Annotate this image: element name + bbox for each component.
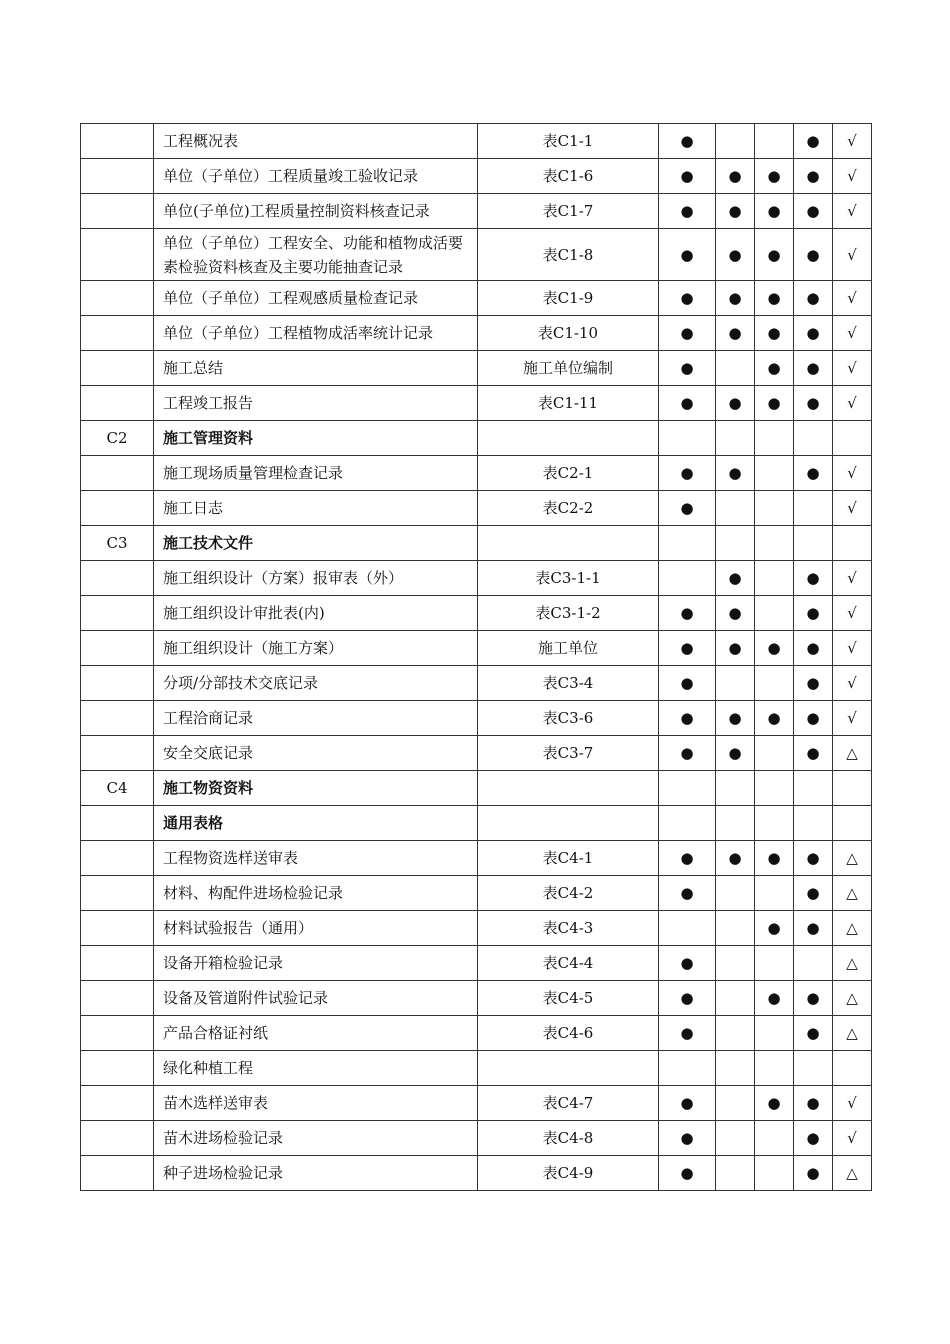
mark-cell xyxy=(716,351,755,386)
mark-cell: ● xyxy=(794,561,833,596)
section-code-cell: C2 xyxy=(81,421,154,456)
requirement-mark-cell: △ xyxy=(833,876,872,911)
mark-cell: ● xyxy=(659,281,716,316)
mark-cell xyxy=(794,421,833,456)
section-code-cell xyxy=(81,281,154,316)
record-name-cell: 种子进场检验记录 xyxy=(154,1156,478,1191)
table-row xyxy=(81,1051,872,1086)
requirement-mark-cell: √ xyxy=(833,316,872,351)
section-code-cell xyxy=(81,561,154,596)
record-name-cell: 材料、构配件进场检验记录 xyxy=(154,876,478,911)
form-number-cell: 表C4-4 xyxy=(478,946,659,981)
mark-cell xyxy=(755,666,794,701)
table-row xyxy=(81,316,872,351)
table-row xyxy=(81,876,872,911)
record-name-cell: 施工技术文件 xyxy=(154,526,478,561)
section-code-cell xyxy=(81,946,154,981)
section-code-cell xyxy=(81,631,154,666)
mark-cell xyxy=(794,946,833,981)
section-code-cell xyxy=(81,806,154,841)
mark-cell xyxy=(755,491,794,526)
table-row xyxy=(81,981,872,1016)
mark-cell: ● xyxy=(794,159,833,194)
mark-cell: ● xyxy=(794,456,833,491)
form-number-cell xyxy=(478,526,659,561)
mark-cell: ● xyxy=(794,911,833,946)
requirement-mark-cell: △ xyxy=(833,946,872,981)
mark-cell xyxy=(716,1051,755,1086)
form-number-cell: 表C2-2 xyxy=(478,491,659,526)
mark-cell xyxy=(755,561,794,596)
record-name-cell: 苗木进场检验记录 xyxy=(154,1121,478,1156)
mark-cell xyxy=(794,806,833,841)
mark-cell: ● xyxy=(716,194,755,229)
mark-cell xyxy=(716,876,755,911)
form-number-cell: 表C2-1 xyxy=(478,456,659,491)
mark-cell xyxy=(716,526,755,561)
table-row xyxy=(81,911,872,946)
table-row xyxy=(81,1156,872,1191)
mark-cell xyxy=(794,771,833,806)
section-code-cell xyxy=(81,159,154,194)
mark-cell: ● xyxy=(716,701,755,736)
mark-cell xyxy=(755,1051,794,1086)
requirement-mark-cell: △ xyxy=(833,981,872,1016)
record-name-cell: 施工日志 xyxy=(154,491,478,526)
record-name-cell: 工程概况表 xyxy=(154,124,478,159)
mark-cell xyxy=(716,911,755,946)
mark-cell xyxy=(659,526,716,561)
record-name-cell: 工程物资选样送审表 xyxy=(154,841,478,876)
mark-cell: ● xyxy=(755,159,794,194)
mark-cell xyxy=(716,1156,755,1191)
mark-cell: ● xyxy=(755,229,794,281)
mark-cell xyxy=(755,1016,794,1051)
mark-cell: ● xyxy=(716,456,755,491)
mark-cell: ● xyxy=(659,596,716,631)
mark-cell: ● xyxy=(755,386,794,421)
section-code-cell xyxy=(81,1086,154,1121)
mark-cell xyxy=(716,771,755,806)
mark-cell xyxy=(716,666,755,701)
section-code-cell xyxy=(81,736,154,771)
mark-cell xyxy=(659,421,716,456)
mark-cell: ● xyxy=(755,194,794,229)
section-code-cell xyxy=(81,351,154,386)
record-name-cell: 产品合格证衬纸 xyxy=(154,1016,478,1051)
requirement-mark-cell: √ xyxy=(833,701,872,736)
form-number-cell: 表C4-7 xyxy=(478,1086,659,1121)
record-name-cell: 工程洽商记录 xyxy=(154,701,478,736)
mark-cell: ● xyxy=(716,386,755,421)
mark-cell: ● xyxy=(659,876,716,911)
requirement-mark-cell xyxy=(833,526,872,561)
mark-cell: ● xyxy=(794,841,833,876)
table-row xyxy=(81,124,872,159)
mark-cell: ● xyxy=(716,561,755,596)
mark-cell xyxy=(716,946,755,981)
table-row xyxy=(81,386,872,421)
table-row xyxy=(81,194,872,229)
mark-cell: ● xyxy=(659,666,716,701)
table-row xyxy=(81,1086,872,1121)
section-code-cell xyxy=(81,316,154,351)
section-code-cell xyxy=(81,491,154,526)
mark-cell: ● xyxy=(794,1121,833,1156)
section-code-cell: C3 xyxy=(81,526,154,561)
requirement-mark-cell: △ xyxy=(833,736,872,771)
table-row xyxy=(81,1121,872,1156)
requirement-mark-cell: √ xyxy=(833,1121,872,1156)
form-number-cell: 表C1-9 xyxy=(478,281,659,316)
mark-cell: ● xyxy=(755,281,794,316)
requirement-mark-cell xyxy=(833,421,872,456)
mark-cell: ● xyxy=(659,631,716,666)
mark-cell xyxy=(659,911,716,946)
mark-cell: ● xyxy=(716,841,755,876)
mark-cell xyxy=(794,1051,833,1086)
table-row xyxy=(81,491,872,526)
mark-cell: ● xyxy=(794,229,833,281)
section-code-cell xyxy=(81,1156,154,1191)
mark-cell: ● xyxy=(794,666,833,701)
record-name-cell: 材料试验报告（通用） xyxy=(154,911,478,946)
section-code-cell xyxy=(81,386,154,421)
mark-cell: ● xyxy=(659,386,716,421)
record-name-cell: 单位（子单位）工程安全、功能和植物成活要素检验资料核查及主要功能抽查记录 xyxy=(154,229,478,281)
mark-cell: ● xyxy=(794,596,833,631)
form-number-cell: 表C4-6 xyxy=(478,1016,659,1051)
mark-cell: ● xyxy=(659,701,716,736)
form-number-cell: 表C1-6 xyxy=(478,159,659,194)
mark-cell: ● xyxy=(794,736,833,771)
table-row xyxy=(81,701,872,736)
mark-cell: ● xyxy=(794,316,833,351)
section-code-cell xyxy=(81,1121,154,1156)
section-code-cell xyxy=(81,911,154,946)
mark-cell: ● xyxy=(659,124,716,159)
mark-cell xyxy=(755,421,794,456)
mark-cell xyxy=(716,421,755,456)
mark-cell: ● xyxy=(755,911,794,946)
mark-cell: ● xyxy=(716,159,755,194)
mark-cell xyxy=(716,1086,755,1121)
mark-cell xyxy=(659,771,716,806)
requirement-mark-cell: √ xyxy=(833,456,872,491)
section-code-cell xyxy=(81,596,154,631)
mark-cell xyxy=(659,806,716,841)
section-code-cell xyxy=(81,456,154,491)
form-number-cell xyxy=(478,421,659,456)
section-code-cell xyxy=(81,701,154,736)
table-row xyxy=(81,631,872,666)
table-row xyxy=(81,229,872,281)
mark-cell xyxy=(716,806,755,841)
table-row xyxy=(81,841,872,876)
table-row xyxy=(81,666,872,701)
mark-cell: ● xyxy=(755,981,794,1016)
mark-cell: ● xyxy=(659,1121,716,1156)
mark-cell: ● xyxy=(794,386,833,421)
requirement-mark-cell: √ xyxy=(833,159,872,194)
mark-cell xyxy=(755,124,794,159)
requirement-mark-cell: √ xyxy=(833,491,872,526)
mark-cell: ● xyxy=(659,841,716,876)
mark-cell: ● xyxy=(659,1016,716,1051)
form-number-cell xyxy=(478,1051,659,1086)
table-row xyxy=(81,1016,872,1051)
form-number-cell: 表C4-2 xyxy=(478,876,659,911)
form-number-cell: 表C4-5 xyxy=(478,981,659,1016)
mark-cell xyxy=(755,526,794,561)
section-code-cell: C4 xyxy=(81,771,154,806)
mark-cell: ● xyxy=(794,1156,833,1191)
table-body xyxy=(81,124,872,1191)
record-name-cell: 分项/分部技术交底记录 xyxy=(154,666,478,701)
table-row xyxy=(81,736,872,771)
record-name-cell: 苗木选样送审表 xyxy=(154,1086,478,1121)
requirement-mark-cell xyxy=(833,806,872,841)
requirement-mark-cell: √ xyxy=(833,351,872,386)
mark-cell: ● xyxy=(716,316,755,351)
table-row xyxy=(81,596,872,631)
mark-cell: ● xyxy=(659,1156,716,1191)
form-number-cell: 表C4-1 xyxy=(478,841,659,876)
mark-cell xyxy=(755,876,794,911)
mark-cell: ● xyxy=(659,736,716,771)
mark-cell: ● xyxy=(794,631,833,666)
record-name-cell: 绿化种植工程 xyxy=(154,1051,478,1086)
table-row xyxy=(81,946,872,981)
record-name-cell: 单位（子单位）工程观感质量检查记录 xyxy=(154,281,478,316)
section-code-cell xyxy=(81,229,154,281)
mark-cell: ● xyxy=(659,159,716,194)
form-number-cell: 施工单位编制 xyxy=(478,351,659,386)
record-name-cell: 通用表格 xyxy=(154,806,478,841)
form-number-cell: 表C3-4 xyxy=(478,666,659,701)
document-table xyxy=(80,123,872,1191)
mark-cell: ● xyxy=(659,194,716,229)
table-row xyxy=(81,771,872,806)
requirement-mark-cell: √ xyxy=(833,1086,872,1121)
form-number-cell: 表C1-8 xyxy=(478,229,659,281)
requirement-mark-cell: √ xyxy=(833,561,872,596)
section-code-cell xyxy=(81,841,154,876)
mark-cell: ● xyxy=(659,316,716,351)
mark-cell xyxy=(794,526,833,561)
form-number-cell: 表C1-11 xyxy=(478,386,659,421)
form-number-cell: 表C4-3 xyxy=(478,911,659,946)
record-name-cell: 单位（子单位）工程植物成活率统计记录 xyxy=(154,316,478,351)
section-code-cell xyxy=(81,876,154,911)
form-number-cell: 施工单位 xyxy=(478,631,659,666)
mark-cell xyxy=(716,491,755,526)
form-number-cell: 表C3-6 xyxy=(478,701,659,736)
mark-cell: ● xyxy=(659,981,716,1016)
mark-cell: ● xyxy=(659,229,716,281)
mark-cell: ● xyxy=(794,876,833,911)
mark-cell xyxy=(716,124,755,159)
section-code-cell xyxy=(81,981,154,1016)
section-code-cell xyxy=(81,124,154,159)
mark-cell xyxy=(659,561,716,596)
mark-cell: ● xyxy=(659,946,716,981)
mark-cell: ● xyxy=(716,631,755,666)
record-name-cell: 施工组织设计审批表(内) xyxy=(154,596,478,631)
requirement-mark-cell: √ xyxy=(833,281,872,316)
mark-cell: ● xyxy=(659,456,716,491)
mark-cell: ● xyxy=(755,1086,794,1121)
mark-cell xyxy=(755,1156,794,1191)
form-number-cell: 表C3-7 xyxy=(478,736,659,771)
mark-cell: ● xyxy=(659,491,716,526)
requirement-mark-cell: √ xyxy=(833,124,872,159)
section-code-cell xyxy=(81,1051,154,1086)
record-name-cell: 设备及管道附件试验记录 xyxy=(154,981,478,1016)
mark-cell: ● xyxy=(794,281,833,316)
record-name-cell: 施工物资资料 xyxy=(154,771,478,806)
record-name-cell: 安全交底记录 xyxy=(154,736,478,771)
mark-cell xyxy=(794,491,833,526)
section-code-cell xyxy=(81,1016,154,1051)
mark-cell: ● xyxy=(716,281,755,316)
mark-cell: ● xyxy=(794,1086,833,1121)
mark-cell: ● xyxy=(755,351,794,386)
requirement-mark-cell: √ xyxy=(833,194,872,229)
requirement-mark-cell: √ xyxy=(833,631,872,666)
table-row xyxy=(81,281,872,316)
table-row xyxy=(81,351,872,386)
mark-cell xyxy=(659,1051,716,1086)
mark-cell: ● xyxy=(794,351,833,386)
mark-cell: ● xyxy=(755,841,794,876)
record-name-cell: 单位（子单位）工程质量竣工验收记录 xyxy=(154,159,478,194)
requirement-mark-cell: △ xyxy=(833,841,872,876)
form-number-cell: 表C1-1 xyxy=(478,124,659,159)
form-number-cell xyxy=(478,806,659,841)
mark-cell xyxy=(716,1121,755,1156)
mark-cell xyxy=(716,1016,755,1051)
mark-cell: ● xyxy=(755,701,794,736)
mark-cell xyxy=(755,771,794,806)
record-name-cell: 设备开箱检验记录 xyxy=(154,946,478,981)
mark-cell: ● xyxy=(794,981,833,1016)
table-row xyxy=(81,526,872,561)
mark-cell: ● xyxy=(755,316,794,351)
requirement-mark-cell: △ xyxy=(833,1016,872,1051)
requirement-mark-cell: √ xyxy=(833,666,872,701)
table-row xyxy=(81,421,872,456)
record-name-cell: 工程竣工报告 xyxy=(154,386,478,421)
form-number-cell: 表C3-1-2 xyxy=(478,596,659,631)
mark-cell xyxy=(755,946,794,981)
requirement-mark-cell: √ xyxy=(833,386,872,421)
table-row xyxy=(81,159,872,194)
mark-cell xyxy=(716,981,755,1016)
form-number-cell: 表C3-1-1 xyxy=(478,561,659,596)
requirement-mark-cell xyxy=(833,1051,872,1086)
form-number-cell xyxy=(478,771,659,806)
mark-cell: ● xyxy=(794,1016,833,1051)
table-row xyxy=(81,561,872,596)
table-row xyxy=(81,456,872,491)
requirement-mark-cell: △ xyxy=(833,1156,872,1191)
mark-cell: ● xyxy=(716,596,755,631)
record-name-cell: 施工组织设计（方案）报审表（外） xyxy=(154,561,478,596)
table-row xyxy=(81,806,872,841)
record-name-cell: 施工管理资料 xyxy=(154,421,478,456)
record-name-cell: 单位(子单位)工程质量控制资料核查记录 xyxy=(154,194,478,229)
requirement-mark-cell: √ xyxy=(833,596,872,631)
mark-cell: ● xyxy=(716,736,755,771)
form-number-cell: 表C1-10 xyxy=(478,316,659,351)
section-code-cell xyxy=(81,666,154,701)
requirement-mark-cell: √ xyxy=(833,229,872,281)
requirement-mark-cell: △ xyxy=(833,911,872,946)
mark-cell: ● xyxy=(659,1086,716,1121)
mark-cell xyxy=(755,596,794,631)
record-name-cell: 施工现场质量管理检查记录 xyxy=(154,456,478,491)
record-name-cell: 施工组织设计（施工方案） xyxy=(154,631,478,666)
mark-cell: ● xyxy=(659,351,716,386)
mark-cell: ● xyxy=(716,229,755,281)
mark-cell: ● xyxy=(794,701,833,736)
requirement-mark-cell xyxy=(833,771,872,806)
mark-cell xyxy=(755,806,794,841)
mark-cell: ● xyxy=(794,124,833,159)
mark-cell xyxy=(755,1121,794,1156)
form-number-cell: 表C4-9 xyxy=(478,1156,659,1191)
mark-cell: ● xyxy=(755,631,794,666)
form-number-cell: 表C4-8 xyxy=(478,1121,659,1156)
mark-cell xyxy=(755,456,794,491)
section-code-cell xyxy=(81,194,154,229)
record-name-cell: 施工总结 xyxy=(154,351,478,386)
mark-cell: ● xyxy=(794,194,833,229)
form-number-cell: 表C1-7 xyxy=(478,194,659,229)
mark-cell xyxy=(755,736,794,771)
